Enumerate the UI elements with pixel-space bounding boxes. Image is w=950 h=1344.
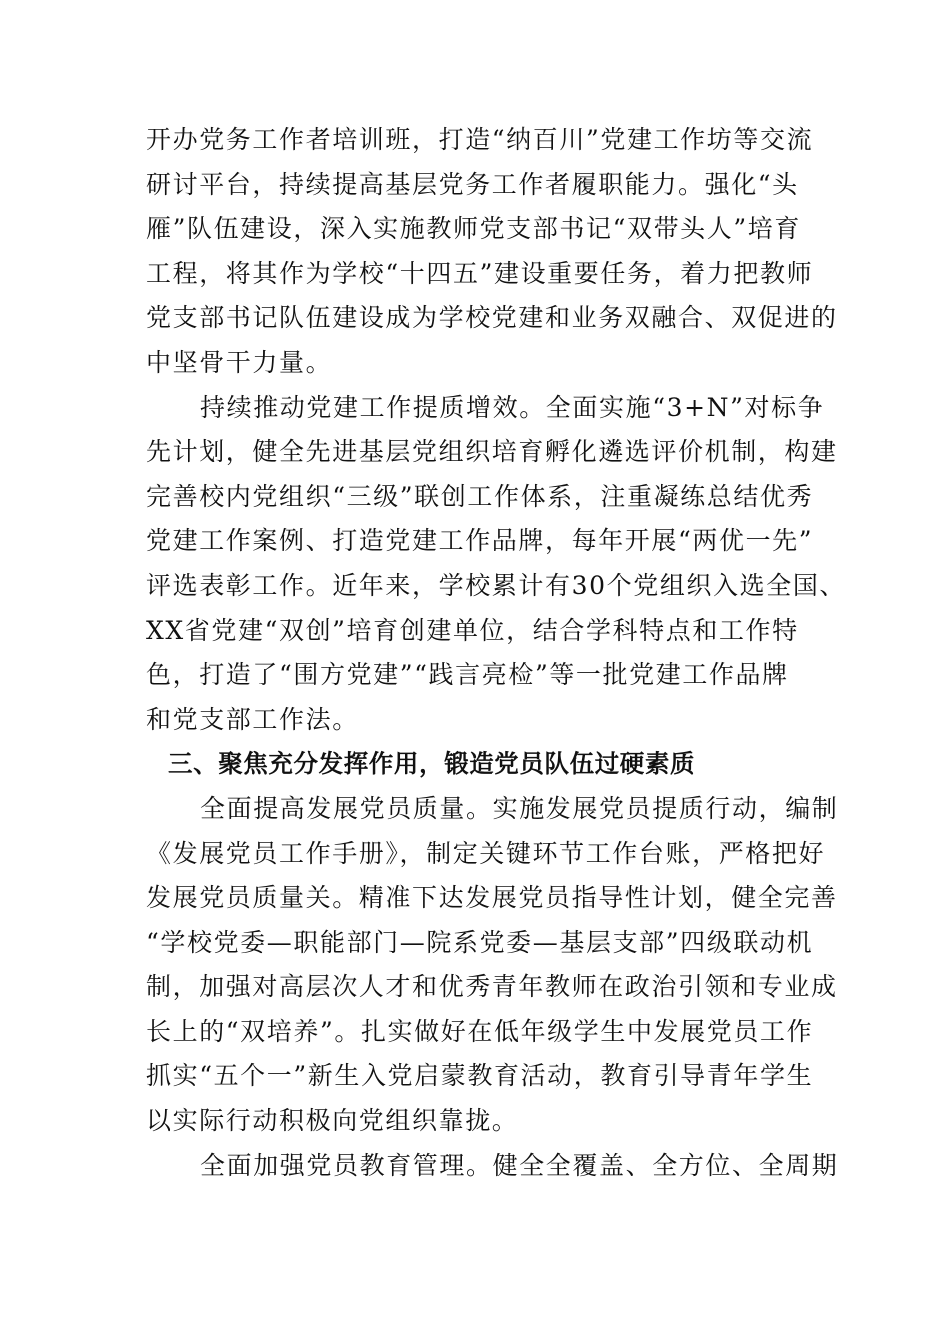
body-text-line: 长上的“双培养”。扎实做好在低年级学生中发展党员工作 (146, 1016, 814, 1046)
body-text-line: 工程，将其作为学校“十四五”建设重要任务，着力把教师 (146, 258, 814, 288)
body-text-line: 《发展党员工作手册》，制定关键环节工作台账，严格把好 (146, 838, 826, 868)
body-text-line: 中坚骨干力量。 (146, 347, 333, 377)
body-text-line: XX省党建“双创”培育创建单位，结合学科特点和工作特 (146, 615, 799, 645)
body-text-line: 发展党员质量关。精准下达发展党员指导性计划，健全完善 (146, 883, 838, 913)
section-heading: 三、聚焦充分发挥作用，锻造党员队伍过硬素质 (168, 749, 696, 779)
body-text-line: 完善校内党组织“三级”联创工作体系，注重凝练总结优秀 (146, 481, 814, 511)
body-text-line: 色，打造了“围方党建”“践言亮检”等一批党建工作品牌 (146, 660, 789, 690)
paragraph-first-line: 持续推动党建工作提质增效。全面实施“3+N”对标争 (200, 392, 825, 422)
body-text-line: 党建工作案例、打造党建工作品牌，每年开展“两优一先” (146, 526, 814, 556)
body-text-line: “学校党委—职能部门—院系党委—基层支部”四级联动机 (146, 927, 814, 957)
body-text-line: 评选表彰工作。近年来，学校累计有30个党组织入选全国、 (146, 570, 847, 600)
paragraph-first-line: 全面加强党员教育管理。健全全覆盖、全方位、全周期 (200, 1150, 839, 1180)
body-text-line: 开办党务工作者培训班，打造“纳百川”党建工作坊等交流 (146, 125, 814, 154)
body-text-line: 抓实“五个一”新生入党启蒙教育活动，教育引导青年学生 (146, 1061, 814, 1091)
body-text-line: 以实际行动积极向党组织靠拢。 (146, 1106, 519, 1136)
document-body (146, 118, 847, 1188)
body-text-line: 制，加强对高层次人才和优秀青年教师在政治引领和专业成 (146, 972, 838, 1002)
body-text-line: 党支部书记队伍建设成为学校党建和业务双融合、双促进的 (146, 303, 838, 333)
body-text-line: 研讨平台，持续提高基层党务工作者履职能力。强化“头 (146, 169, 799, 199)
body-text-line: 和党支部工作法。 (146, 704, 359, 734)
body-text-line: 先计划，健全先进基层党组织培育孵化遴选评价机制，构建 (146, 437, 838, 467)
paragraph-first-line: 全面提高发展党员质量。实施发展党员提质行动，编制 (200, 793, 839, 823)
body-text-line: 雁”队伍建设，深入实施教师党支部书记“双带头人”培育 (146, 214, 801, 244)
